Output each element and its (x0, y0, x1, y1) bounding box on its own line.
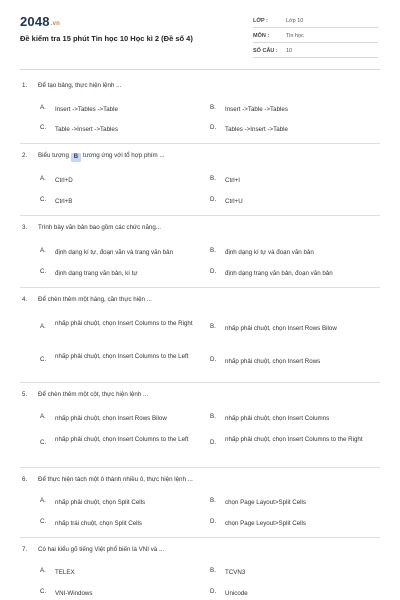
option-text: Ctrl+I (225, 177, 240, 184)
exam-title: Đề kiểm tra 15 phút Tin học 10 Học kì 2 (Đề số 4) (20, 34, 193, 43)
option-text: nhấp phải chuột, chọn Insert Rows (225, 358, 321, 365)
meta-label: SỐ CÂU : (253, 48, 278, 54)
site-logo[interactable] (20, 14, 60, 29)
option-letter: B. (210, 323, 216, 330)
option-text: VNI-Windows (55, 590, 93, 597)
option-letter: C. (40, 196, 47, 203)
option-text: nhấp trái chuột, chọn Split Cells (55, 520, 143, 527)
option-letter: D. (210, 124, 217, 131)
option-letter: C. (40, 518, 47, 525)
question-text: Trình bày văn bản bao gồm các chức năng... (38, 224, 161, 231)
option-text: Ctrl+B (55, 198, 73, 205)
option-text: Tables ->Insert ->Table (225, 126, 288, 133)
option-text: nhấp phải chuột, chọn Split Cells (55, 499, 146, 506)
meta-value: 10 (286, 48, 293, 54)
question-divider (20, 143, 380, 144)
question-number: 3. (22, 224, 28, 231)
exam-header (0, 0, 400, 68)
option-text: nhấp phải chuột, chọn Insert Columns (225, 415, 330, 422)
option-text: nhấp phải chuột, chọn Insert Rows Bilow (55, 415, 167, 422)
option-text: nhấp phải chuột, chọn Insert Rows Bilow (225, 325, 337, 332)
option-text: nhấp phải chuột, chọn Insert Columns to the Right (225, 436, 363, 443)
option-letter: B. (210, 104, 216, 111)
logo-text: 2048 (20, 14, 50, 29)
option-letter: C. (40, 124, 47, 131)
question-text (38, 152, 165, 162)
meta-label: MÔN : (253, 33, 270, 39)
question-number: 5. (22, 391, 28, 398)
option-text: Ctrl+D (55, 177, 73, 184)
header-divider (20, 69, 380, 70)
option-letter: B. (210, 247, 216, 254)
question-divider (20, 537, 380, 538)
option-letter: C. (40, 439, 47, 446)
bold-icon: B (71, 153, 81, 162)
question-text: Để thực hiện tách một ô thành nhiều ô, thực hiện lệnh ... (38, 476, 193, 483)
option-text: nhấp phải chuột, chọn Insert Columns to the Right (55, 320, 193, 327)
option-letter: A. (40, 323, 46, 330)
option-letter: C. (40, 588, 47, 595)
question-number: 2. (22, 152, 28, 159)
question-text-after: tương ứng với tổ hợp phím ... (82, 152, 165, 159)
meta-value: Lớp 10 (286, 18, 304, 24)
option-letter: D. (210, 268, 217, 275)
option-text: định dạng kí tự và đoạn văn bản (225, 249, 314, 256)
option-letter: D. (210, 518, 217, 525)
question-number: 6. (22, 476, 28, 483)
meta-subject-row (253, 29, 378, 43)
option-letter: C. (40, 268, 47, 275)
option-letter: B. (210, 175, 216, 182)
question-divider (20, 287, 380, 288)
question-text-before: Biểu tượng (38, 152, 69, 159)
question-number: 1. (22, 82, 28, 89)
option-letter: A. (40, 567, 46, 574)
option-letter: D. (210, 356, 217, 363)
question-text: Để chèn thêm một hàng, cần thực hiện ... (38, 296, 152, 303)
option-letter: A. (40, 247, 46, 254)
option-letter: A. (40, 104, 46, 111)
question-number: 4. (22, 296, 28, 303)
option-letter: D. (210, 588, 217, 595)
option-text: Ctrl+U (225, 198, 243, 205)
option-letter: A. (40, 175, 46, 182)
question-text: Để tạo bảng, thực hiện lệnh ... (38, 82, 122, 89)
option-letter: C. (40, 356, 47, 363)
option-letter: B. (210, 413, 216, 420)
option-text: nhấp phải chuột, chọn Insert Columns to the Left (55, 436, 189, 443)
option-text: chọn Page Leyout>Split Cells (225, 520, 307, 527)
option-letter: B. (210, 567, 216, 574)
option-text: TCVN3 (225, 569, 246, 576)
question-divider (20, 382, 380, 383)
option-text: định dạng trang văn bản, kí tự (55, 270, 138, 277)
meta-value: Tin học (286, 33, 304, 39)
logo-suffix: .vn (50, 21, 61, 27)
option-text: TELEX (55, 569, 75, 576)
option-text: Insert ->Table ->Tables (225, 106, 288, 113)
meta-label: LỚP : (253, 18, 268, 24)
meta-class-row (253, 14, 378, 28)
option-letter: A. (40, 413, 46, 420)
meta-count-row (253, 44, 378, 58)
option-text: nhấp phải chuột, chọn Insert Columns to the Left (55, 353, 189, 360)
option-letter: B. (210, 497, 216, 504)
option-letter: A. (40, 497, 46, 504)
question-number: 7. (22, 546, 28, 553)
question-text: Để chèn thêm một cột, thực hiện lệnh ... (38, 391, 149, 398)
question-divider (20, 215, 380, 216)
option-letter: D. (210, 196, 217, 203)
option-text: Table ->Insert ->Tables (55, 126, 118, 133)
option-text: định dạng trang văn bản, đoạn văn bản (225, 270, 333, 277)
question-divider (20, 467, 380, 468)
option-text: Unicode (225, 590, 248, 597)
option-letter: D. (210, 439, 217, 446)
question-text: Có hai kiểu gõ tiếng Việt phổ biến là VNI và ... (38, 546, 165, 553)
option-text: định dạng kí tự, đoạn văn và trang văn bản (55, 249, 174, 256)
option-text: Insert ->Tables ->Table (55, 106, 118, 113)
option-text: chọn Page Layout>Split Cells (225, 499, 307, 506)
